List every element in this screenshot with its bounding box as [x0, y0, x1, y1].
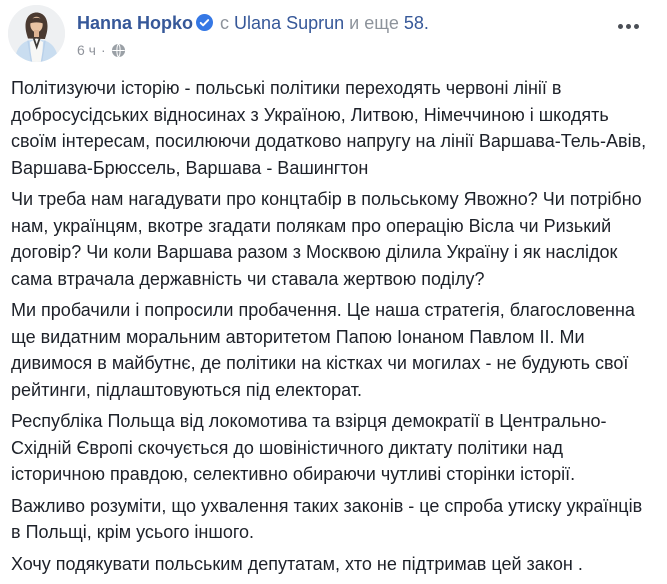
post-paragraph: Важливо розуміти, що ухвалення таких законів - це спроба утиску українців в Польщі, крім усього іншого. — [11, 495, 643, 542]
post-header — [0, 0, 667, 62]
post-paragraph: Хочу подякувати польським депутатам, хто не підтримав цей закон . — [11, 553, 583, 574]
others-count-link[interactable]: 58. — [403, 13, 429, 33]
more-options-dot — [618, 24, 623, 29]
profile-photo — [8, 5, 65, 62]
and-word: и еще — [349, 13, 399, 33]
more-options-dot — [634, 24, 639, 29]
timestamp-link[interactable]: 6 ч — [77, 42, 96, 58]
post-paragraph: Політизуючи історію - польські політики переходять червоні лінії в добросусідських відносинах з Україною, Литвою, Німеччиною і шкодять своїм інтересам, посилюючи додатково напругу на лінії Варшава-Тель-Авів, Варшава-Брюссель, Варшава - Вашингтон — [11, 78, 647, 178]
verified-icon — [196, 14, 213, 37]
more-options-button[interactable] — [616, 20, 641, 33]
byline — [77, 12, 429, 37]
globe-icon — [111, 43, 126, 58]
post-paragraph: Ми пробачили і попросили пробачення. Це наша стратегія, благословенна ще видатним моральним авторитетом Папою Іонаном Павлом II. Ми дивимося в майбутнє, де політики на кістках чи могилах - не будують свої рейтинги, підлаштовуються під електорат. — [11, 300, 635, 400]
avatar[interactable] — [8, 5, 65, 62]
more-options-dot — [626, 24, 631, 29]
post-paragraph: Чи треба нам нагадувати про концтабір в польському Явожно? Чи потрібно нам, українцям, вкотре згадати полякам про операцію Вісла чи Ризький договір? Чи коли Варшава разом з Москвою ділила Україну і як наслідок сама втрачала державність чи ставала жертвою поділу? — [11, 189, 642, 289]
post-body — [0, 62, 667, 577]
tagged-person-link[interactable]: Ulana Suprun — [234, 13, 345, 33]
post-paragraph: Республіка Польща від локомотива та взірця демократії в Центрально-Східній Європі скочується до шовіністичного диктату політики над історичною правдою, селективно обираючи чутливі сторінки історії. — [11, 411, 607, 484]
author-link[interactable]: Hanna Hopko — [77, 13, 194, 33]
meta-separator: · — [100, 42, 106, 58]
with-word: с — [220, 13, 230, 33]
post-meta — [77, 42, 429, 58]
header-text — [77, 5, 429, 58]
